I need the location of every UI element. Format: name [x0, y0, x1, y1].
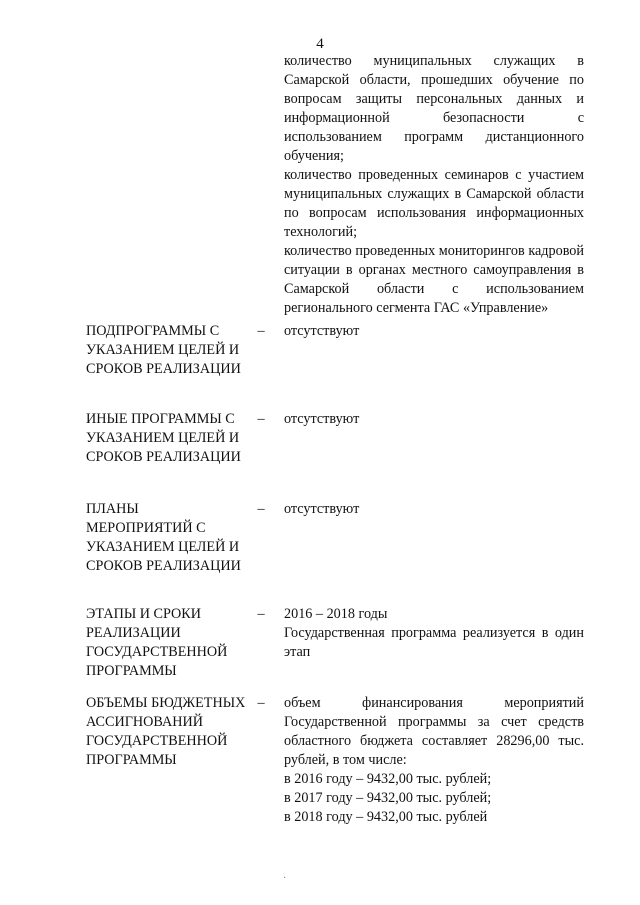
- row-value: [284, 694, 584, 827]
- row-dash: –: [257, 411, 265, 427]
- value-line: в 2017 году – 9432,00 тыс. рублей;: [284, 790, 492, 806]
- value-line: объем финансирования мероприятий Государственной программы за счет средств областного бюджета составляет 28296,00 тыс. рублей, в том числе:: [284, 695, 584, 768]
- intro-paragraph: количество проведенных семинаров с участием муниципальных служащих в Самарской области по вопросам использования информационных технологий;: [284, 167, 584, 240]
- row-value: [284, 410, 584, 429]
- value-line: 2016 – 2018 годы: [284, 606, 388, 622]
- value-line: Государственная программа реализуется в один этап: [284, 625, 584, 660]
- intro-continuation: [284, 52, 584, 318]
- row-dash: –: [257, 323, 265, 339]
- row-label: ИНЫЕ ПРОГРАММЫ С УКАЗАНИЕМ ЦЕЛЕЙ И СРОКОВ РЕАЛИЗАЦИИ: [86, 411, 241, 465]
- page-number: 4: [316, 36, 324, 52]
- value-line: отсутствуют: [284, 411, 360, 427]
- row-label: ЭТАПЫ И СРОКИ РЕАЛИЗАЦИИ ГОСУДАРСТВЕННОЙ ПРОГРАММЫ: [86, 606, 228, 679]
- row-dash: –: [257, 695, 265, 711]
- row-dash: –: [257, 606, 265, 622]
- row-value: [284, 500, 584, 519]
- value-line: отсутствуют: [284, 501, 360, 517]
- value-line: в 2018 году – 9432,00 тыс. рублей: [284, 809, 488, 825]
- row-label: ПОДПРОГРАММЫ С УКАЗАНИЕМ ЦЕЛЕЙ И СРОКОВ РЕАЛИЗАЦИИ: [86, 323, 241, 377]
- row-label: ПЛАНЫ МЕРОПРИЯТИЙ С УКАЗАНИЕМ ЦЕЛЕЙ И СРОКОВ РЕАЛИЗАЦИИ: [86, 501, 241, 574]
- value-line: отсутствуют: [284, 323, 360, 339]
- value-line: в 2016 году – 9432,00 тыс. рублей;: [284, 771, 492, 787]
- row-value: [284, 322, 584, 341]
- row-value: [284, 605, 584, 662]
- row-label: ОБЪЕМЫ БЮДЖЕТНЫХ АССИГНОВАНИЙ ГОСУДАРСТВЕННОЙ ПРОГРАММЫ: [86, 695, 246, 768]
- intro-paragraph: количество проведенных мониторингов кадровой ситуации в органах местного самоуправления в Самарской области с использованием регионального сегмента ГАС «Управление»: [284, 243, 584, 316]
- row-dash: –: [257, 501, 265, 517]
- intro-paragraph: количество муниципальных служащих в Самарской области, прошедших обучение по вопросам защиты персональных данных и информационной безопасности с использованием программ дистанционного обучения;: [284, 53, 584, 164]
- scan-speck: ·: [283, 873, 287, 884]
